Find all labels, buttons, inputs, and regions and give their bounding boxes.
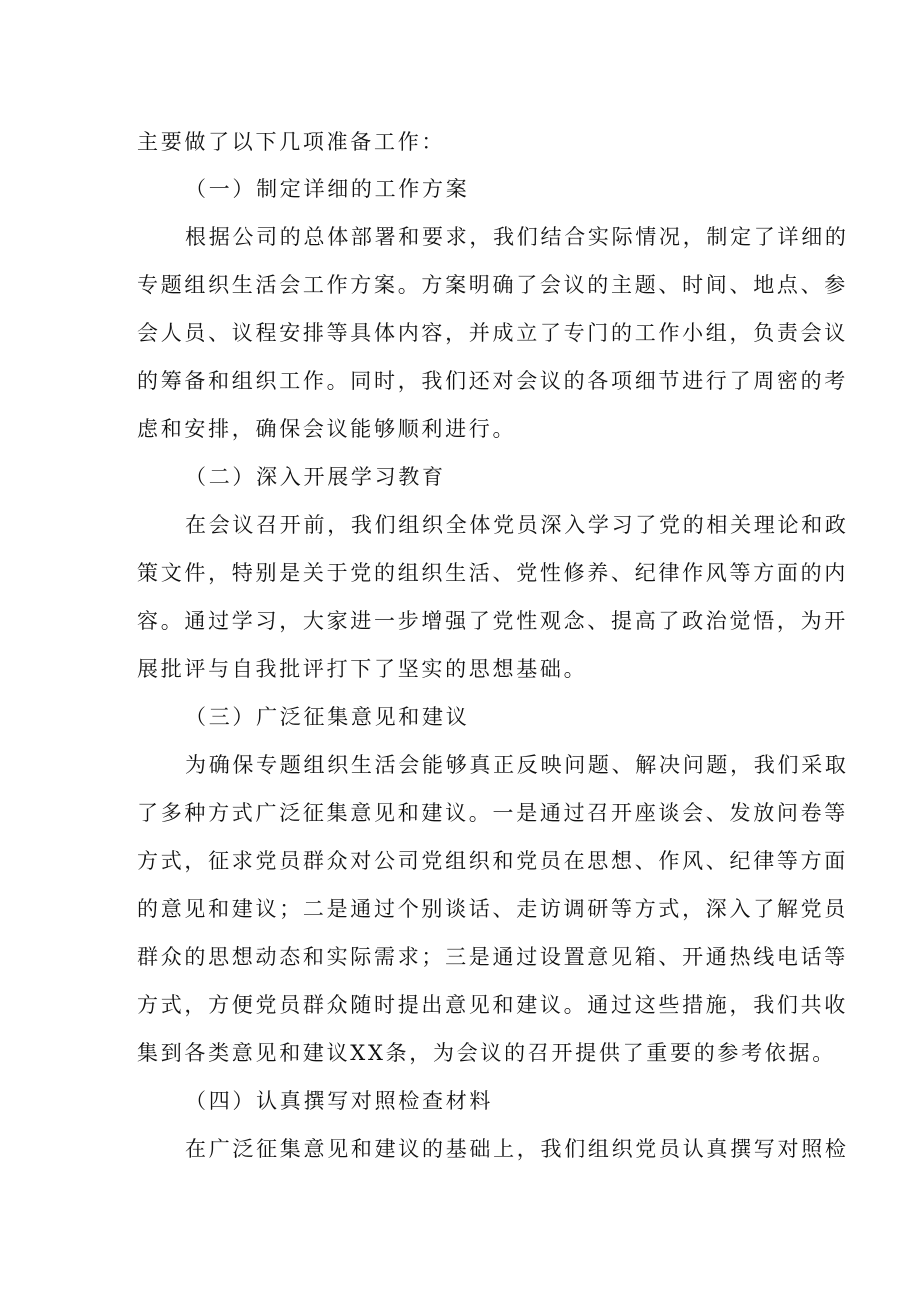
text-line: 的筹备和组织工作。同时，我们还对会议的各项细节进行了周密的考 [137, 369, 848, 393]
text-line: 专题组织生活会工作方案。方案明确了会议的主题、时间、地点、参 [137, 273, 848, 297]
text-line: 虑和安排，确保会议能够顺利进行。 [137, 417, 517, 441]
text-line: 的意见和建议；二是通过个别谈话、走访调研等方式，深入了解党员 [137, 897, 848, 921]
text-line: 方式，征求党员群众对公司党组织和党员在思想、作风、纪律等方面 [137, 849, 848, 873]
text-line: 主要做了以下几项准备工作： [137, 130, 446, 154]
text-line: 在广泛征集意见和建议的基础上，我们组织党员认真撰写对照检 [185, 1137, 849, 1161]
text-line: 在会议召开前，我们组织全体党员深入学习了党的相关理论和政 [185, 513, 849, 537]
text-line: 容。通过学习，大家进一步增强了党性观念、提高了政治觉悟，为开 [137, 609, 848, 633]
text-line: 策文件，特别是关于党的组织生活、党性修养、纪律作风等方面的内 [137, 561, 848, 585]
text-line: 会人员、议程安排等具体内容，并成立了专门的工作小组，负责会议 [137, 321, 848, 345]
text-line: 了多种方式广泛征集意见和建议。一是通过召开座谈会、发放问卷等 [137, 801, 848, 825]
section-heading-4: （四）认真撰写对照检查材料 [185, 1089, 494, 1113]
text-line: 群众的思想动态和实际需求；三是通过设置意见箱、开通热线电话等 [137, 945, 848, 969]
text-line: 集到各类意见和建议XX条，为会议的召开提供了重要的参考依据。 [137, 1041, 836, 1065]
section-heading-2: （二）深入开展学习教育 [185, 465, 446, 489]
text-line: 根据公司的总体部署和要求，我们结合实际情况，制定了详细的 [185, 225, 849, 249]
text-line: 展批评与自我批评打下了坚实的思想基础。 [137, 657, 588, 681]
section-heading-3: （三）广泛征集意见和建议 [185, 705, 470, 729]
section-heading-1: （一）制定详细的工作方案 [185, 177, 470, 201]
text-line: 为确保专题组织生活会能够真正反映问题、解决问题，我们采取 [185, 753, 849, 777]
text-line: 方式，方便党员群众随时提出意见和建议。通过这些措施，我们共收 [137, 993, 848, 1017]
